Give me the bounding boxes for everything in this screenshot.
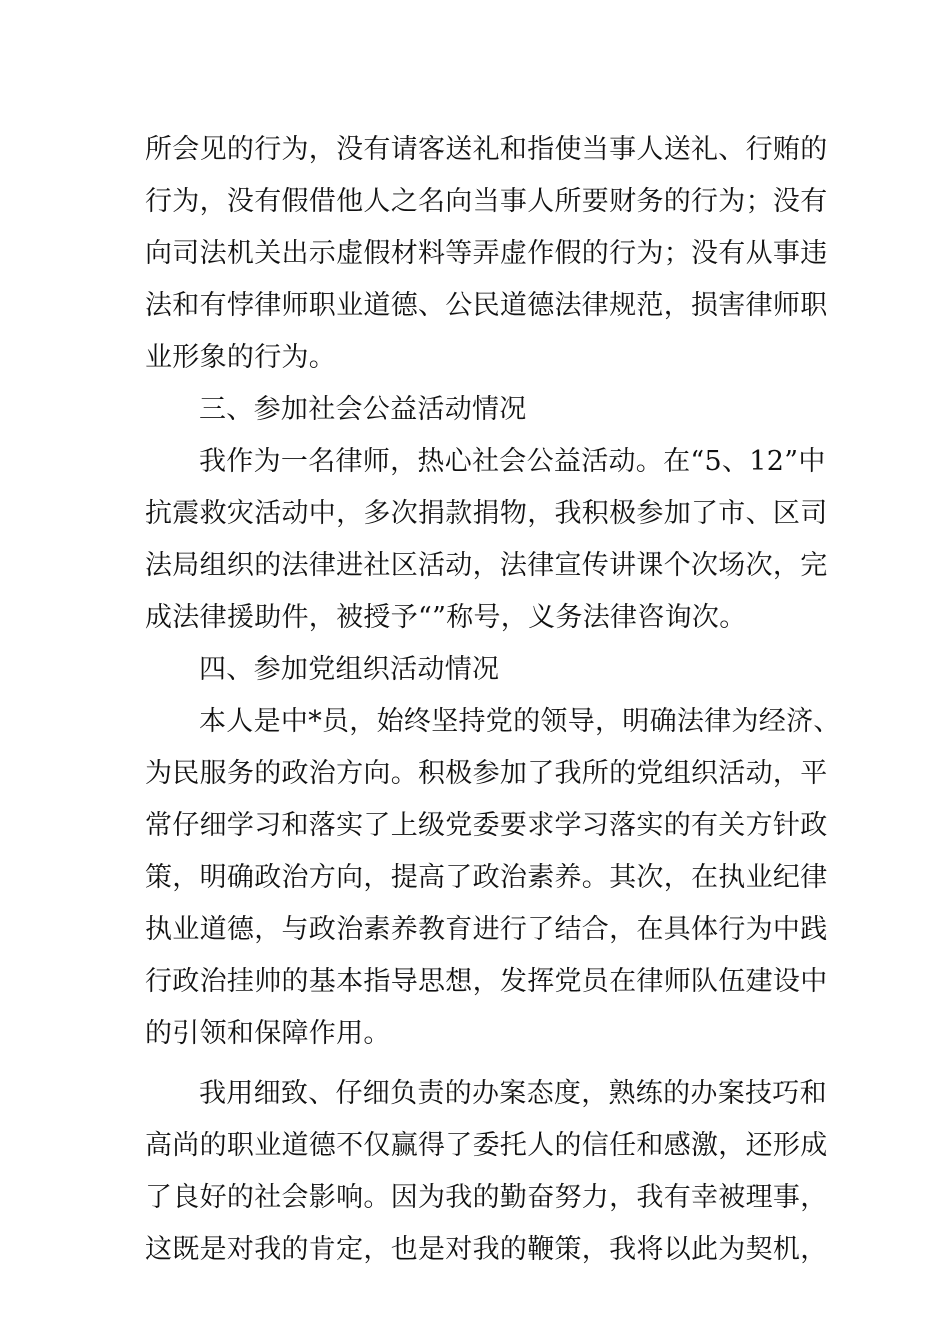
text-line: 行为，没有假借他人之名向当事人所要财务的行为；没有 [145,186,828,217]
paragraph-work-attitude [145,1068,828,1276]
text-line: 向司法机关出示虚假材料等弄虚作假的行为；没有从事违 [145,238,828,269]
text-line: 行政治挂帅的基本指导思想，发挥党员在律师队伍建设中 [145,966,828,997]
text-line: 策，明确政治方向，提高了政治素养。其次，在执业纪律 [145,862,828,893]
text-line: 所会见的行为，没有请客送礼和指使当事人送礼、行贿的 [145,134,828,165]
text-line: 高尚的职业道德不仅赢得了委托人的信任和感激，还形成 [145,1130,828,1161]
text-line: 法和有悖律师职业道德、公民道德法律规范，损害律师职 [145,290,828,321]
section-heading-party-activities: 四、参加党组织活动情况 [199,654,500,685]
text-line: 常仔细学习和落实了上级党委要求学习落实的有关方针政 [145,810,828,841]
paragraph-gap [145,1060,809,1068]
text-line: 为民服务的政治方向。积极参加了我所的党组织活动，平 [145,758,828,789]
text-line: 了良好的社会影响。因为我的勤奋努力，我有幸被理事， [145,1182,828,1213]
text-line: 执业道德，与政治素养教育进行了结合，在具体行为中践 [145,914,828,945]
text-line: 本人是中*员，始终坚持党的领导，明确法律为经济、 [199,706,841,737]
paragraph-public-welfare [145,436,828,644]
section-heading-public-welfare: 三、参加社会公益活动情况 [199,394,527,425]
text-line: 成法律援助件，被授予“”称号，义务法律咨询次。 [145,602,747,633]
text-line: 我作为一名律师，热心社会公益活动。在“5、12”中 [199,446,826,477]
paragraph-conduct [145,124,828,384]
text-line: 这既是对我的肯定，也是对我的鞭策，我将以此为契机， [145,1234,828,1265]
document-page [145,124,841,1276]
text-line: 抗震救灾活动中，多次捐款捐物，我积极参加了市、区司 [145,498,828,529]
paragraph-party-activities [145,696,841,1060]
text-line: 业形象的行为。 [145,342,337,373]
text-line: 我用细致、仔细负责的办案态度，熟练的办案技巧和 [199,1078,827,1109]
text-line: 的引领和保障作用。 [145,1018,391,1049]
text-line: 法局组织的法律进社区活动，法律宣传讲课个次场次，完 [145,550,828,581]
